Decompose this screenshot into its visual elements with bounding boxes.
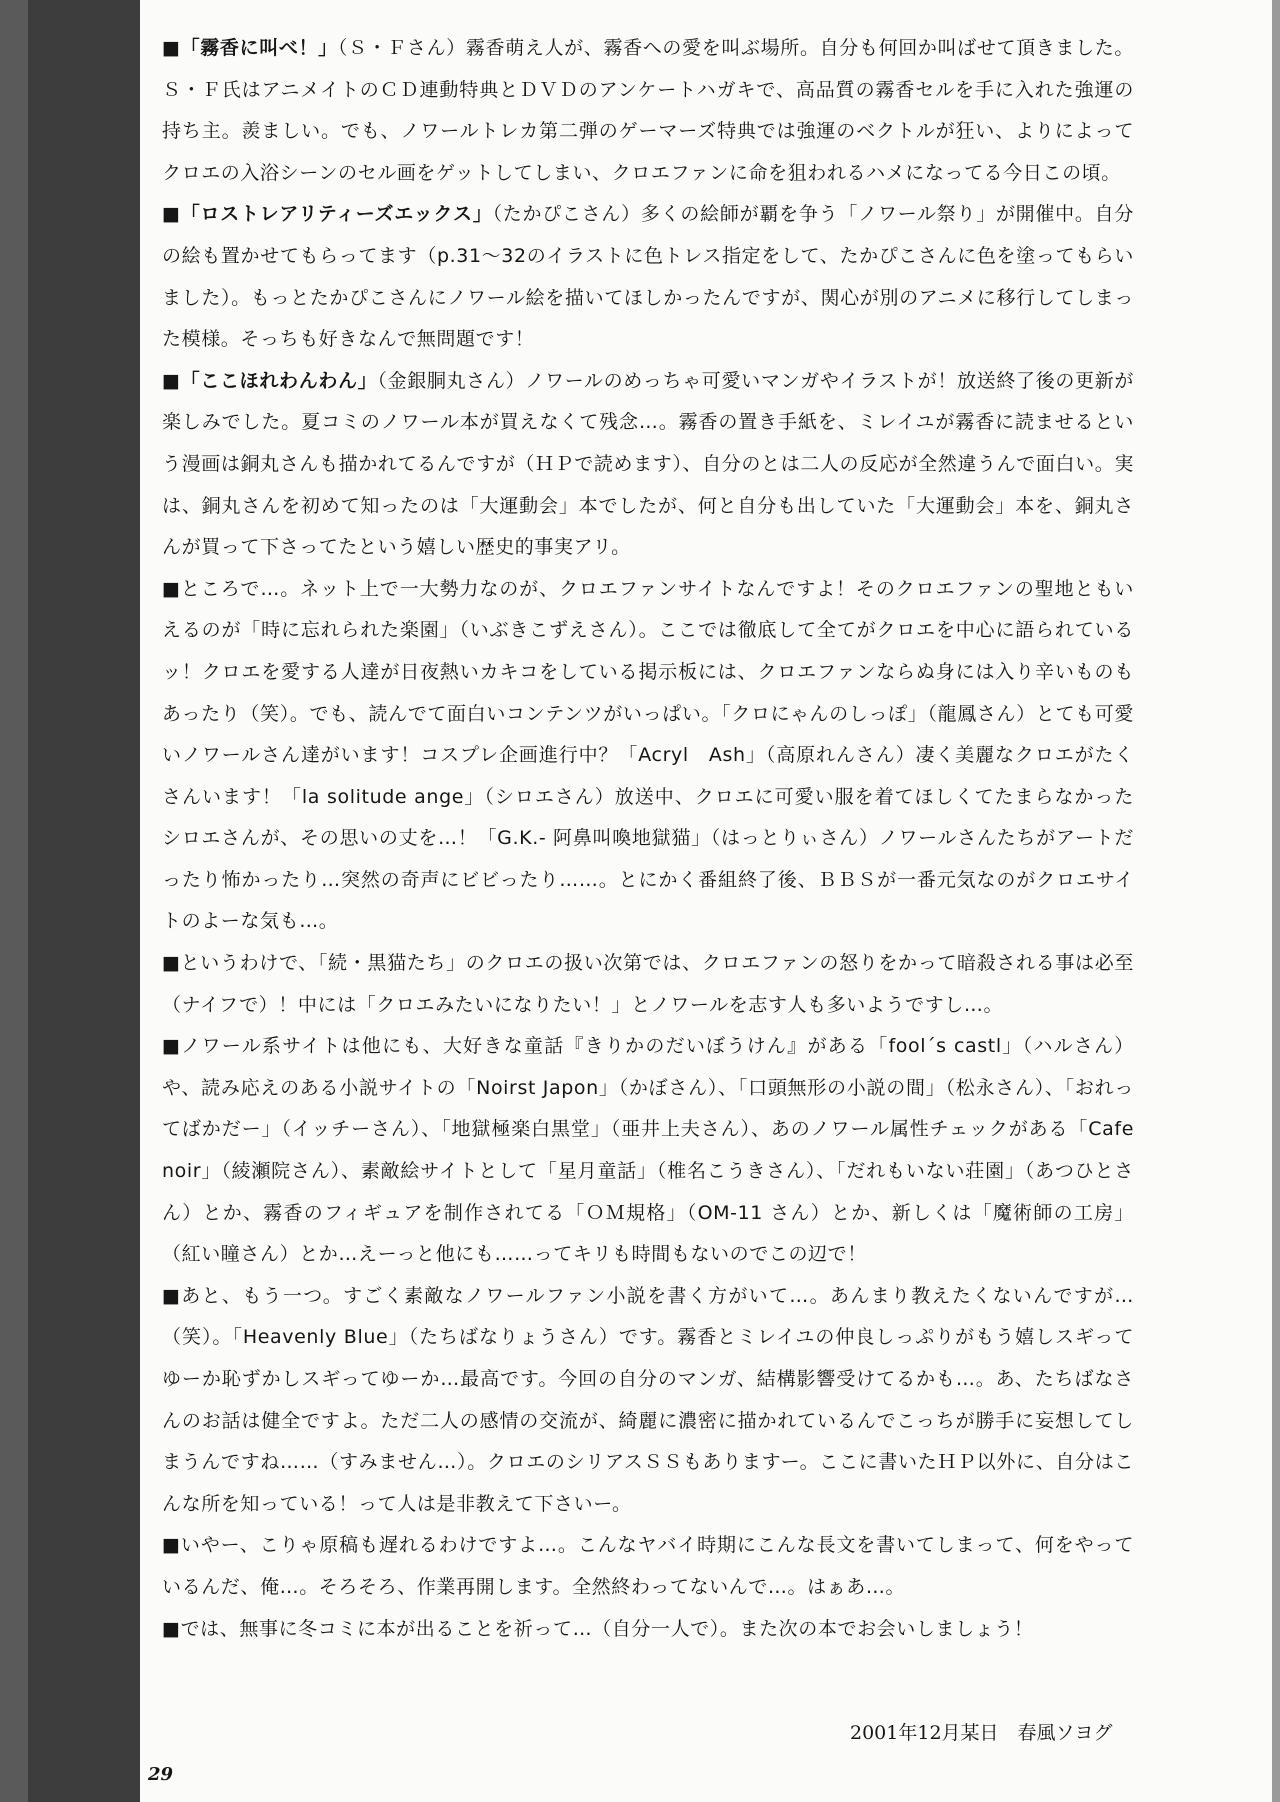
bullet-square: ■ xyxy=(162,952,181,975)
paragraph-kokohore xyxy=(162,361,1134,569)
paragraph-deadline xyxy=(162,1525,1134,1608)
paragraph-text: （たかぴこさん）多くの絵師が覇を争う「ノワール祭り」が開催中。自分の絵も置かせてもらってます（p.31〜32のイラストに色トレス指定をして、たかぴこさんに色を塗ってもらいました）。もっとたかぴこさんにノワール絵を描いてほしかったんですが、関心が別のアニメに移行してしまった模様。そっちも好きなんで無問題です！ xyxy=(162,203,1135,351)
scan-left-binding-shadow xyxy=(0,0,28,1802)
paragraph-text: ところで…。ネット上で一大勢力なのが、クロエファンサイトなんですよ！そのクロエファンの聖地ともいえるのが「時に忘れられた楽園」（いぶきこずえさん）。ここでは徹底して全てがクロエを中心に語られているッ！クロエを愛する人達が日夜熱いカキコをしている掲示板には、クロエファンならぬ身には入り辛いものもあったり（笑）。でも、読んでて面白いコンテンツがいっぱい。「クロにゃんのしっぽ」（龍鳳さん）とても可愛いノワールさん達がいます！コスプレ企画進行中？「Acryl Ash」（高原れんさん）凄く美麗なクロエがたくさんいます！「la solitude ange」（シロエさん）放送中、クロエに可愛い服を着てほしくてたまらなかったシロエさんが、その思いの丈を…！「G.K.- 阿鼻叫喚地獄猫」（はっとりぃさん）ノワールさんたちがアートだったり怖かったり…突然の奇声にビビったり……。とにかく番組終了後、ＢＢＳが一番元気なのがクロエサイトのよーな気も…。 xyxy=(162,577,1134,933)
paragraph-text: というわけで、「続・黒猫たち」のクロエの扱い次第では、クロエファンの怒りをかって暗殺される事は必至（ナイフで）！中には「クロエみたいになりたい！」とノワールを志す人も多いようですし…。 xyxy=(162,952,1134,1016)
bullet-square: ■ xyxy=(162,1284,182,1307)
signature-date-author: 2001年12月某日 春風ソヨグ xyxy=(850,1722,1113,1744)
paragraph-text: あと、もう一つ。すごく素敵なノワールファン小説を書く方がいて…。あんまり教えたくないんですが…（笑）。「Heavenly Blue」（たちばなりょうさん）です。霧香とミレイユの仲良しっぷりがもう嬉しスギってゆーか恥ずかしスギってゆーか…最高です。今回の自分のマンガ、結構影響受けてるかも…。あ、たちばなさんのお話は健全ですよ。ただ二人の感情の交流が、綺麗に濃密に描かれているんでこっちが勝手に妄想してしまうんですね……（すみません…）。クロエのシリアスＳＳもありますー。ここに書いたＨＰ以外に、自分はこんな所を知っている！って人は是非教えて下さいー。 xyxy=(162,1284,1134,1515)
paragraph-text: いやー、こりゃ原稿も遅れるわけですよ…。こんなヤバイ時期にこんな長文を書いてしまって、何をやっているんだ、俺…。そろそろ、作業再開します。全然終わってないんで…。はぁあ…。 xyxy=(162,1534,1134,1598)
paragraph-chloe-sites xyxy=(162,569,1134,943)
paragraph-heavenly-blue xyxy=(162,1276,1134,1526)
paragraph-text: ノワール系サイトは他にも、大好きな童話『きりかのだいぼうけん』がある「fool´s castl」（ハルさん）や、読み応えのある小説サイトの「Noirst Japon」（かぼさん）、「口頭無形の小説の間」（松永さん）、「おれってばかだー」（イッチーさん）、「地獄極楽白黒堂」（亜井上夫さん）、あのノワール属性チェックがある「Cafe noir」（綾瀬院さん）、素敵絵サイトとして「星月童話」（椎名こうきさん）、「だれもいない荘園」（あつひとさん）とか、霧香のフィギュアを制作されてる「ＯＭ規格」（OM-11 さん）とか、新しくは「魔術師の工房」（紅い瞳さん）とか…えーっと他にも……ってキリも時間もないのでこの辺で！ xyxy=(162,1035,1134,1266)
site-title: 「ここほれわんわん」 xyxy=(180,369,378,392)
page-number: 29 xyxy=(148,1764,174,1785)
scan-right-edge xyxy=(1272,0,1280,1802)
bullet-square: ■ xyxy=(162,1035,182,1058)
body-text xyxy=(162,28,1134,1650)
paragraph-lost-realities xyxy=(162,194,1134,360)
paragraph-text: （金銀胴丸さん）ノワールのめっちゃ可愛いマンガやイラストが！放送終了後の更新が楽しみでした。夏コミのノワール本が買えなくて残念…。霧香の置き手紙を、ミレイユが霧香に読ませるという漫画は銅丸さんも描かれてるんですが（ＨＰで読めます）、自分のとは二人の反応が全然違うんで面白い。実は、銅丸さんを初めて知ったのは「大運動会」本でしたが、何と自分も出していた「大運動会」本を、銅丸さんが買って下さってたという嬉しい歴史的事実アリ。 xyxy=(162,369,1134,559)
paragraph-zoku-kuroneko xyxy=(162,943,1134,1026)
bullet-square: ■ xyxy=(162,577,181,600)
bullet-square: ■ xyxy=(162,203,181,226)
site-title: 「霧香に叫べ！」 xyxy=(180,37,338,59)
bullet-square: ■ xyxy=(162,369,181,392)
paragraph-text: （Ｓ・Ｆさん）霧香萌え人が、霧香への愛を叫ぶ場所。自分も何回か叫ばせて頂きました。Ｓ・Ｆ氏はアニメイトのＣＤ連動特典とＤＶＤのアンケートハガキで、高品質の霧香セルを手に入れた強運の持ち主。羨ましい。でも、ノワールトレカ第二弾のゲーマーズ特典では強運のベクトルが狂い、よりによってクロエの入浴シーンのセル画をゲットしてしまい、クロエファンに命を狙われるハメになってる今日この頃。 xyxy=(162,37,1134,184)
scan-left-binding xyxy=(0,0,140,1802)
paragraph-kiri-ka xyxy=(162,28,1134,194)
paragraph-closing xyxy=(162,1609,1134,1651)
bullet-square: ■ xyxy=(162,1617,181,1640)
paragraph-text: では、無事に冬コミに本が出ることを祈って…（自分一人で）。また次の本でお会いしましょう！ xyxy=(180,1617,1034,1640)
paragraph-noir-sites xyxy=(162,1026,1134,1276)
bullet-square: ■ xyxy=(162,37,181,59)
bullet-square: ■ xyxy=(162,1534,181,1557)
site-title: 「ロストレアリティーズエックス」 xyxy=(180,203,493,226)
